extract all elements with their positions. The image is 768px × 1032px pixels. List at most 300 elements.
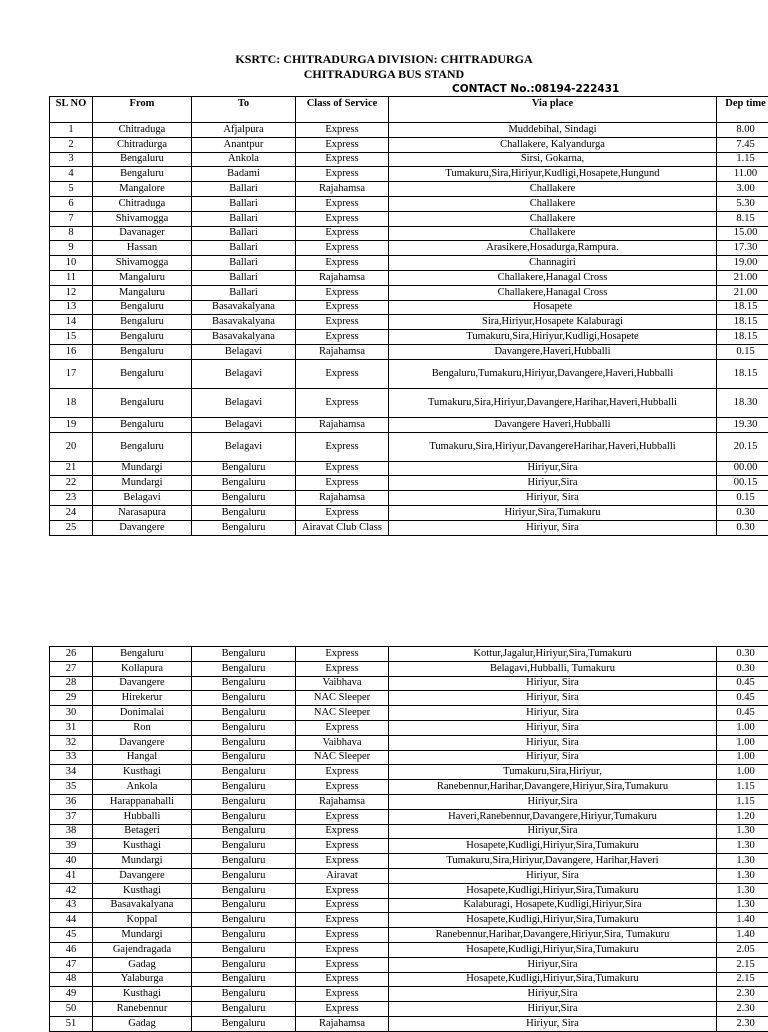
document-subtitle: CHITRADURGA BUS STAND [0, 67, 768, 81]
col-header-sl-no: SL NO [50, 97, 93, 123]
sl-no-cell: 24 [50, 505, 93, 520]
sl-no-cell: 16 [50, 344, 93, 359]
via-cell: Hiriyur,Sira [389, 1002, 717, 1017]
table-row [50, 780, 768, 795]
table-row [50, 854, 768, 869]
to-cell: Basavakalyana [192, 330, 296, 345]
class-cell: Rajahamsa [296, 182, 389, 197]
to-cell: Bengaluru [192, 794, 296, 809]
table-row [50, 330, 768, 345]
dep-time-cell: 1.15 [717, 780, 768, 795]
via-cell: Hiriyur,Sira [389, 461, 717, 476]
from-cell: Mangaluru [93, 285, 192, 300]
col-header-class: Class of Service [296, 97, 389, 123]
via-cell: Tumakuru,Sira,Hiriyur,DavangereHarihar,Haveri,Hubballi [389, 432, 717, 461]
via-cell: Hiriyur, Sira [389, 706, 717, 721]
sl-no-cell: 15 [50, 330, 93, 345]
sl-no-cell: 39 [50, 839, 93, 854]
table-row [50, 256, 768, 271]
to-cell: Belagavi [192, 417, 296, 432]
table-header-row [50, 97, 768, 123]
via-cell: Hiriyur,Sira [389, 957, 717, 972]
sl-no-cell: 50 [50, 1002, 93, 1017]
sl-no-cell: 12 [50, 285, 93, 300]
table-row [50, 270, 768, 285]
to-cell: Bengaluru [192, 824, 296, 839]
from-cell: Bengaluru [93, 417, 192, 432]
dep-time-cell: 21.00 [717, 270, 768, 285]
sl-no-cell: 1 [50, 123, 93, 138]
to-cell: Bengaluru [192, 720, 296, 735]
class-cell: Express [296, 505, 389, 520]
sl-no-cell: 47 [50, 957, 93, 972]
class-cell: Express [296, 720, 389, 735]
to-cell: Bengaluru [192, 809, 296, 824]
dep-time-cell: 0.15 [717, 491, 768, 506]
class-cell: Express [296, 432, 389, 461]
to-cell: Bengaluru [192, 476, 296, 491]
from-cell: Shivamogga [93, 256, 192, 271]
class-cell: Express [296, 987, 389, 1002]
via-cell: Kottur,Jagalur,Hiriyur,Sira,Tumakuru [389, 647, 717, 662]
dep-time-cell: 1.30 [717, 898, 768, 913]
table-row [50, 123, 768, 138]
dep-time-cell: 00.15 [717, 476, 768, 491]
from-cell: Kusthagi [93, 883, 192, 898]
class-cell: Express [296, 1002, 389, 1017]
via-cell: Hiriyur, Sira [389, 676, 717, 691]
dep-time-cell: 0.45 [717, 676, 768, 691]
dep-time-cell: 1.20 [717, 809, 768, 824]
from-cell: Kusthagi [93, 839, 192, 854]
sl-no-cell: 36 [50, 794, 93, 809]
from-cell: Bengaluru [93, 432, 192, 461]
via-cell: Hosapete [389, 300, 717, 315]
class-cell: Express [296, 972, 389, 987]
dep-time-cell: 0.30 [717, 505, 768, 520]
sl-no-cell: 29 [50, 691, 93, 706]
sl-no-cell: 42 [50, 883, 93, 898]
sl-no-cell: 44 [50, 913, 93, 928]
from-cell: Betageri [93, 824, 192, 839]
table-row [50, 461, 768, 476]
class-cell: Express [296, 647, 389, 662]
from-cell: Gadag [93, 957, 192, 972]
dep-time-cell: 20.15 [717, 432, 768, 461]
class-cell: Rajahamsa [296, 270, 389, 285]
dep-time-cell: 0.45 [717, 691, 768, 706]
to-cell: Bengaluru [192, 898, 296, 913]
class-cell: Express [296, 196, 389, 211]
table-row [50, 315, 768, 330]
table-row [50, 476, 768, 491]
table-row [50, 417, 768, 432]
sl-no-cell: 13 [50, 300, 93, 315]
via-cell: Challakere,Hanagal Cross [389, 285, 717, 300]
table-row [50, 809, 768, 824]
class-cell: Express [296, 765, 389, 780]
col-header-from: From [93, 97, 192, 123]
to-cell: Bengaluru [192, 839, 296, 854]
table-row [50, 241, 768, 256]
to-cell: Bengaluru [192, 942, 296, 957]
table-row [50, 661, 768, 676]
table-row [50, 942, 768, 957]
class-cell: Rajahamsa [296, 1016, 389, 1031]
dep-time-cell: 1.40 [717, 913, 768, 928]
sl-no-cell: 43 [50, 898, 93, 913]
via-cell: Sira,Hiriyur,Hosapete Kalaburagi [389, 315, 717, 330]
class-cell: Express [296, 661, 389, 676]
sl-no-cell: 11 [50, 270, 93, 285]
table-row [50, 359, 768, 388]
from-cell: Mangalore [93, 182, 192, 197]
class-cell: Airavat [296, 868, 389, 883]
dep-time-cell: 2.30 [717, 987, 768, 1002]
dep-time-cell: 2.30 [717, 1002, 768, 1017]
dep-time-cell: 3.00 [717, 182, 768, 197]
via-cell: Sirsi, Gokarna, [389, 152, 717, 167]
table-row [50, 520, 768, 535]
dep-time-cell: 17.30 [717, 241, 768, 256]
dep-time-cell: 1.00 [717, 720, 768, 735]
via-cell: Hosapete,Kudligi,Hiriyur,Sira,Tumakuru [389, 913, 717, 928]
table-row [50, 285, 768, 300]
from-cell: Mundargi [93, 928, 192, 943]
from-cell: Bengaluru [93, 300, 192, 315]
from-cell: Bengaluru [93, 167, 192, 182]
from-cell: Kusthagi [93, 765, 192, 780]
table-row [50, 647, 768, 662]
sl-no-cell: 30 [50, 706, 93, 721]
sl-no-cell: 32 [50, 735, 93, 750]
to-cell: Ballari [192, 182, 296, 197]
to-cell: Belagavi [192, 359, 296, 388]
table-row [50, 706, 768, 721]
class-cell: Rajahamsa [296, 491, 389, 506]
via-cell: Hiriyur, Sira [389, 735, 717, 750]
table-row [50, 137, 768, 152]
to-cell: Basavakalyana [192, 315, 296, 330]
via-cell: Haveri,Ranebennur,Davangere,Hiriyur,Tumakuru [389, 809, 717, 824]
to-cell: Bengaluru [192, 706, 296, 721]
via-cell: Bengaluru,Tumakuru,Hiriyur,Davangere,Haveri,Hubballi [389, 359, 717, 388]
dep-time-cell: 0.30 [717, 661, 768, 676]
from-cell: Hangal [93, 750, 192, 765]
dep-time-cell: 7.45 [717, 137, 768, 152]
from-cell: Narasapura [93, 505, 192, 520]
table-row [50, 987, 768, 1002]
to-cell: Bengaluru [192, 883, 296, 898]
via-cell: Hiriyur, Sira [389, 691, 717, 706]
to-cell: Ballari [192, 211, 296, 226]
from-cell: Kollapura [93, 661, 192, 676]
sl-no-cell: 18 [50, 388, 93, 417]
via-cell: Tumakuru,Sira,Hiriyur,Davangere, Harihar,Haveri [389, 854, 717, 869]
class-cell: Express [296, 152, 389, 167]
via-cell: Challakere [389, 226, 717, 241]
from-cell: Chitraduga [93, 196, 192, 211]
sl-no-cell: 6 [50, 196, 93, 211]
to-cell: Ballari [192, 270, 296, 285]
sl-no-cell: 34 [50, 765, 93, 780]
table-row [50, 794, 768, 809]
sl-no-cell: 3 [50, 152, 93, 167]
class-cell: Express [296, 913, 389, 928]
via-cell: Hosapete,Kudligi,Hiriyur,Sira,Tumakuru [389, 883, 717, 898]
dep-time-cell: 8.00 [717, 123, 768, 138]
dep-time-cell: 18.15 [717, 315, 768, 330]
to-cell: Bengaluru [192, 750, 296, 765]
dep-time-cell: 0.15 [717, 344, 768, 359]
sl-no-cell: 31 [50, 720, 93, 735]
sl-no-cell: 10 [50, 256, 93, 271]
from-cell: Mundargi [93, 854, 192, 869]
dep-time-cell: 0.45 [717, 706, 768, 721]
table-row [50, 1002, 768, 1017]
dep-time-cell: 1.00 [717, 765, 768, 780]
dep-time-cell: 11.00 [717, 167, 768, 182]
via-cell: Hiriyur,Sira [389, 794, 717, 809]
class-cell: Express [296, 137, 389, 152]
table-row [50, 152, 768, 167]
sl-no-cell: 4 [50, 167, 93, 182]
to-cell: Bengaluru [192, 972, 296, 987]
class-cell: Vaibhava [296, 735, 389, 750]
from-cell: Mundargi [93, 476, 192, 491]
table-row [50, 928, 768, 943]
via-cell: Tumakuru,Sira,Hiriyur,Kudligi,Hosapete,Hungund [389, 167, 717, 182]
table-row [50, 182, 768, 197]
class-cell: Express [296, 167, 389, 182]
class-cell: Rajahamsa [296, 794, 389, 809]
to-cell: Bengaluru [192, 735, 296, 750]
via-cell: Ranebennur,Harihar,Davangere,Hiriyur,Sira, Tumakuru [389, 928, 717, 943]
from-cell: Ron [93, 720, 192, 735]
sl-no-cell: 40 [50, 854, 93, 869]
dep-time-cell: 1.15 [717, 794, 768, 809]
table-row [50, 765, 768, 780]
dep-time-cell: 21.00 [717, 285, 768, 300]
dep-time-cell: 0.30 [717, 647, 768, 662]
table-row [50, 735, 768, 750]
from-cell: Chitradurga [93, 137, 192, 152]
class-cell: NAC Sleeper [296, 750, 389, 765]
sl-no-cell: 8 [50, 226, 93, 241]
to-cell: Bengaluru [192, 868, 296, 883]
via-cell: Hiriyur, Sira [389, 491, 717, 506]
class-cell: Rajahamsa [296, 344, 389, 359]
sl-no-cell: 9 [50, 241, 93, 256]
from-cell: Bengaluru [93, 330, 192, 345]
via-cell: Hiriyur, Sira [389, 1016, 717, 1031]
sl-no-cell: 14 [50, 315, 93, 330]
class-cell: Express [296, 388, 389, 417]
from-cell: Kusthagi [93, 987, 192, 1002]
table-row [50, 344, 768, 359]
class-cell: Express [296, 942, 389, 957]
to-cell: Bengaluru [192, 676, 296, 691]
from-cell: Hirekerur [93, 691, 192, 706]
dep-time-cell: 2.15 [717, 972, 768, 987]
dep-time-cell: 18.15 [717, 359, 768, 388]
via-cell: Hosapete,Kudligi,Hiriyur,Sira,Tumakuru [389, 972, 717, 987]
dep-time-cell: 00.00 [717, 461, 768, 476]
dep-time-cell: 2.30 [717, 1016, 768, 1031]
via-cell: Challakere [389, 211, 717, 226]
from-cell: Mangaluru [93, 270, 192, 285]
table-row [50, 824, 768, 839]
via-cell: Challakere, Kalyandurga [389, 137, 717, 152]
from-cell: Davanager [93, 226, 192, 241]
from-cell: Hubballi [93, 809, 192, 824]
table-row [50, 167, 768, 182]
via-cell: Hiriyur,Sira,Tumakuru [389, 505, 717, 520]
class-cell: Rajahamsa [296, 417, 389, 432]
via-cell: Hiriyur, Sira [389, 520, 717, 535]
sl-no-cell: 37 [50, 809, 93, 824]
via-cell: Hosapete,Kudligi,Hiriyur,Sira,Tumakuru [389, 942, 717, 957]
to-cell: Bengaluru [192, 987, 296, 1002]
via-cell: Arasikere,Hosadurga,Rampura. [389, 241, 717, 256]
from-cell: Mundargi [93, 461, 192, 476]
table-row [50, 226, 768, 241]
from-cell: Yalaburga [93, 972, 192, 987]
from-cell: Harappanahalli [93, 794, 192, 809]
via-cell: Hiriyur, Sira [389, 720, 717, 735]
dep-time-cell: 1.30 [717, 839, 768, 854]
col-header-via: Via place [389, 97, 717, 123]
to-cell: Bengaluru [192, 854, 296, 869]
to-cell: Bengaluru [192, 765, 296, 780]
from-cell: Bengaluru [93, 359, 192, 388]
to-cell: Ballari [192, 285, 296, 300]
class-cell: Express [296, 883, 389, 898]
class-cell: Express [296, 780, 389, 795]
dep-time-cell: 18.15 [717, 330, 768, 345]
via-cell: Channagiri [389, 256, 717, 271]
to-cell: Ballari [192, 256, 296, 271]
via-cell: Belagavi,Hubballi, Tumakuru [389, 661, 717, 676]
table-row [50, 300, 768, 315]
from-cell: Bengaluru [93, 152, 192, 167]
from-cell: Koppal [93, 913, 192, 928]
sl-no-cell: 51 [50, 1016, 93, 1031]
to-cell: Bengaluru [192, 505, 296, 520]
from-cell: Belagavi [93, 491, 192, 506]
class-cell: Express [296, 824, 389, 839]
class-cell: Express [296, 957, 389, 972]
class-cell: Express [296, 359, 389, 388]
via-cell: Hiriyur,Sira [389, 476, 717, 491]
class-cell: NAC Sleeper [296, 691, 389, 706]
table-row [50, 691, 768, 706]
via-cell: Challakere [389, 182, 717, 197]
col-header-to: To [192, 97, 296, 123]
to-cell: Badami [192, 167, 296, 182]
table-row [50, 388, 768, 417]
to-cell: Belagavi [192, 388, 296, 417]
table-row [50, 750, 768, 765]
sl-no-cell: 27 [50, 661, 93, 676]
table-row [50, 839, 768, 854]
class-cell: Express [296, 211, 389, 226]
from-cell: Bengaluru [93, 315, 192, 330]
to-cell: Ballari [192, 241, 296, 256]
col-header-dep-time: Dep time [717, 97, 768, 123]
from-cell: Bengaluru [93, 344, 192, 359]
class-cell: Express [296, 461, 389, 476]
sl-no-cell: 26 [50, 647, 93, 662]
via-cell: Tumakuru,Sira,Hiriyur,Davangere,Harihar,Haveri,Hubballi [389, 388, 717, 417]
sl-no-cell: 19 [50, 417, 93, 432]
dep-time-cell: 8.15 [717, 211, 768, 226]
from-cell: Gadag [93, 1016, 192, 1031]
sl-no-cell: 49 [50, 987, 93, 1002]
bus-schedule-table-2 [49, 646, 768, 1032]
class-cell: Express [296, 809, 389, 824]
sl-no-cell: 17 [50, 359, 93, 388]
to-cell: Bengaluru [192, 647, 296, 662]
to-cell: Belagavi [192, 432, 296, 461]
sl-no-cell: 48 [50, 972, 93, 987]
table-row [50, 432, 768, 461]
sl-no-cell: 2 [50, 137, 93, 152]
via-cell: Hiriyur, Sira [389, 750, 717, 765]
to-cell: Bengaluru [192, 661, 296, 676]
class-cell: Express [296, 928, 389, 943]
dep-time-cell: 2.15 [717, 957, 768, 972]
from-cell: Chitraduga [93, 123, 192, 138]
to-cell: Bengaluru [192, 780, 296, 795]
dep-time-cell: 19.00 [717, 256, 768, 271]
via-cell: Challakere,Hanagal Cross [389, 270, 717, 285]
dep-time-cell: 1.30 [717, 824, 768, 839]
to-cell: Bengaluru [192, 1016, 296, 1031]
table-row [50, 196, 768, 211]
dep-time-cell: 15.00 [717, 226, 768, 241]
from-cell: Davangere [93, 868, 192, 883]
table-row [50, 211, 768, 226]
to-cell: Bengaluru [192, 913, 296, 928]
from-cell: Bengaluru [93, 388, 192, 417]
class-cell: Express [296, 476, 389, 491]
class-cell: Express [296, 315, 389, 330]
sl-no-cell: 41 [50, 868, 93, 883]
table-row [50, 883, 768, 898]
via-cell: Muddebihal, Sindagi [389, 123, 717, 138]
to-cell: Bengaluru [192, 491, 296, 506]
via-cell: Hiriyur,Sira [389, 987, 717, 1002]
to-cell: Bengaluru [192, 928, 296, 943]
dep-time-cell: 18.30 [717, 388, 768, 417]
class-cell: Airavat Club Class [296, 520, 389, 535]
dep-time-cell: 1.00 [717, 735, 768, 750]
sl-no-cell: 46 [50, 942, 93, 957]
dep-time-cell: 1.15 [717, 152, 768, 167]
contact-number: CONTACT No.:08194-222431 [452, 82, 619, 96]
class-cell: Express [296, 123, 389, 138]
dep-time-cell: 0.30 [717, 520, 768, 535]
class-cell: Express [296, 839, 389, 854]
dep-time-cell: 19.30 [717, 417, 768, 432]
to-cell: Bengaluru [192, 957, 296, 972]
sl-no-cell: 25 [50, 520, 93, 535]
sl-no-cell: 20 [50, 432, 93, 461]
table-row [50, 898, 768, 913]
dep-time-cell: 1.30 [717, 868, 768, 883]
from-cell: Davangere [93, 735, 192, 750]
